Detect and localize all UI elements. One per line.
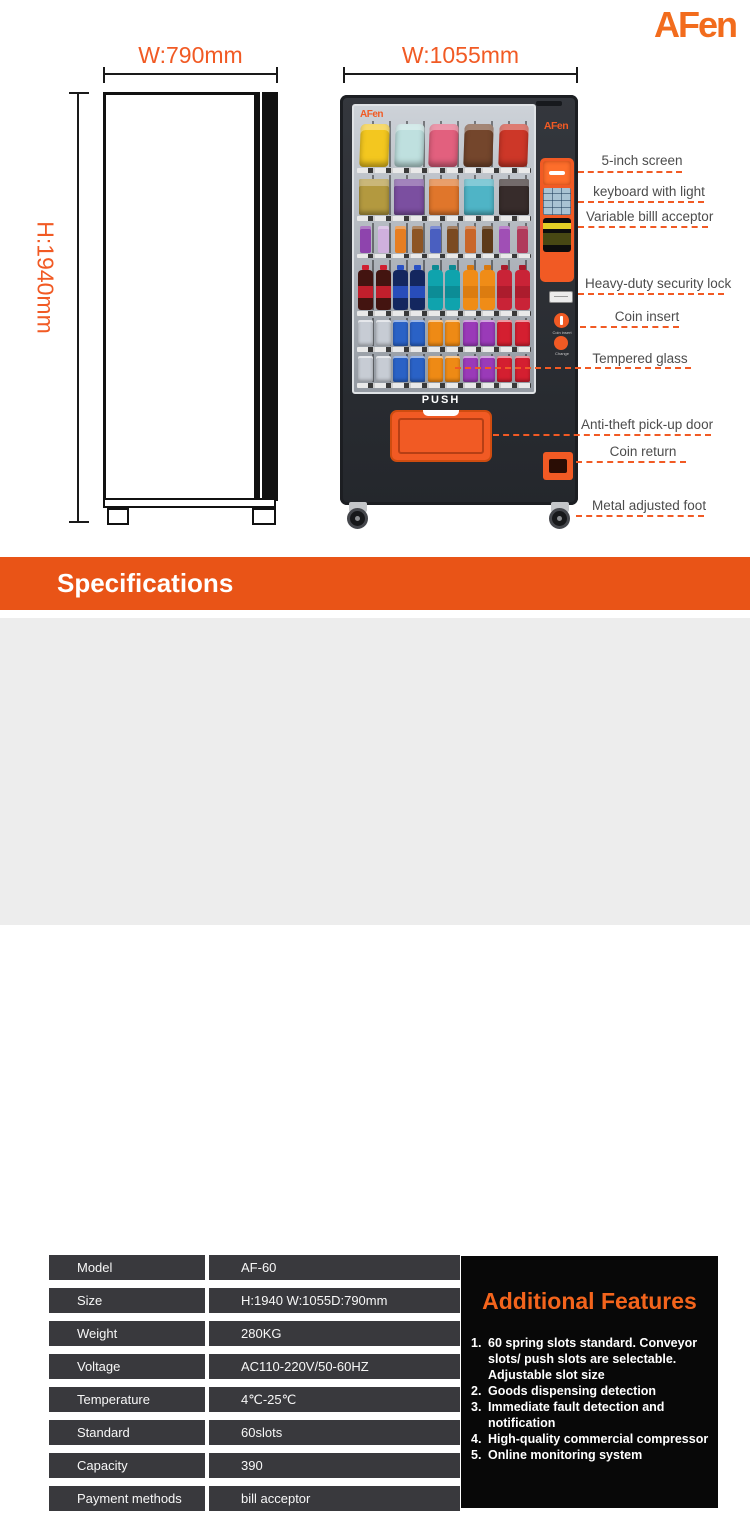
product-item — [394, 124, 425, 167]
side-width-label: W:790mm — [138, 42, 243, 68]
callout-pickup-door: Anti-theft pick-up door — [581, 417, 714, 432]
callout-line — [455, 367, 691, 369]
height-label: H:1940mm — [32, 221, 59, 334]
brand-logo: AFen — [654, 4, 736, 45]
product-item — [358, 270, 373, 310]
product-item — [358, 320, 373, 346]
front-width-dimension-line — [343, 73, 578, 75]
product-item — [517, 226, 528, 253]
coin-return — [543, 452, 573, 480]
product-item — [515, 270, 530, 310]
callout-line — [578, 226, 708, 228]
product-item — [410, 320, 425, 346]
shelf-price-strip — [357, 168, 531, 173]
panel-brand-logo: AFen — [543, 120, 569, 132]
product-item — [499, 179, 529, 215]
product-item — [464, 179, 494, 215]
spec-label: Size — [49, 1288, 205, 1313]
spec-value: AF-60 — [209, 1255, 460, 1280]
additional-features-title: Additional Features — [482, 1288, 697, 1314]
spec-label: Standard — [49, 1420, 205, 1445]
product-item — [428, 356, 443, 382]
callout-line — [580, 326, 679, 328]
shelf-price-strip — [357, 383, 531, 388]
product-item — [499, 226, 510, 253]
product-item — [445, 356, 460, 382]
product-item — [394, 179, 424, 215]
product-item — [428, 320, 443, 346]
front-width-label: W:1055mm — [401, 42, 520, 68]
product-item — [359, 179, 389, 215]
push-label: PUSH — [421, 394, 461, 406]
shelf-price-strip — [357, 311, 531, 316]
table-row — [49, 1420, 460, 1445]
product-item — [497, 320, 512, 346]
product-item — [515, 320, 530, 346]
callout-coin-return: Coin return — [609, 444, 677, 459]
shelf-price-strip — [357, 347, 531, 352]
spec-value: 280KG — [209, 1321, 460, 1346]
control-panel — [540, 158, 574, 282]
product-item — [445, 320, 460, 346]
bill-acceptor — [543, 218, 571, 252]
caster-wheel — [546, 502, 576, 532]
product-item — [480, 270, 495, 310]
product-item — [463, 270, 478, 310]
product-item — [395, 226, 406, 253]
keypad — [543, 188, 571, 215]
product-item — [378, 226, 389, 253]
table-row — [49, 1321, 460, 1346]
specifications-banner — [0, 557, 750, 610]
side-view-base — [103, 498, 276, 508]
callout-bill-acceptor: Variable billl acceptor — [586, 209, 714, 224]
spec-label: Capacity — [49, 1453, 205, 1478]
product-item — [447, 226, 458, 253]
side-view-foot — [252, 508, 276, 525]
additional-features-box — [461, 1256, 718, 1508]
product-item — [428, 270, 443, 310]
shelf-row — [357, 121, 531, 167]
feature-item: Goods dispensing detection — [488, 1384, 657, 1398]
product-item — [376, 356, 391, 382]
feature-item: Online monitoring system — [488, 1448, 643, 1462]
spec-value: AC110-220V/50-60HZ — [209, 1354, 460, 1379]
change-caption: Change — [554, 351, 569, 356]
product-item — [410, 356, 425, 382]
tempered-glass-window — [352, 104, 536, 394]
shelf-row — [357, 318, 531, 346]
product-item — [480, 356, 495, 382]
table-row — [49, 1255, 460, 1280]
specifications-panel — [0, 618, 750, 1506]
table-row — [49, 1486, 460, 1511]
feature-item: 60 spring slots standard. Conveyor slots/ push slots are selectable. Adjustable slot size — [488, 1336, 698, 1382]
product-item — [463, 320, 478, 346]
side-view-back-panel — [262, 92, 278, 501]
callout-line — [578, 293, 724, 295]
spec-table — [49, 1255, 460, 1519]
callout-adjusted-foot: Metal adjusted foot — [592, 498, 707, 513]
product-item — [393, 356, 408, 382]
product-item — [393, 320, 408, 346]
side-view-door-line — [254, 92, 257, 501]
callout-screen: 5-inch screen — [601, 153, 683, 168]
callout-line — [493, 434, 711, 436]
features-list — [471, 1335, 712, 1463]
spec-label: Temperature — [49, 1387, 205, 1412]
change-button — [554, 336, 568, 350]
callout-line — [576, 461, 686, 463]
pickup-door — [390, 410, 492, 462]
table-row — [49, 1288, 460, 1313]
shelf-price-strip — [357, 254, 531, 259]
product-item — [515, 356, 530, 382]
product-shelves — [354, 106, 534, 392]
spec-value: 390 — [209, 1453, 460, 1478]
product-item — [429, 124, 460, 167]
table-row — [49, 1387, 460, 1412]
screen — [543, 161, 571, 185]
spec-value: 4℃-25℃ — [209, 1387, 460, 1412]
spec-label: Payment methods — [49, 1486, 205, 1511]
product-item — [430, 226, 441, 253]
product-item — [410, 270, 425, 310]
spec-value: H:1940 W:1055D:790mm — [209, 1288, 460, 1313]
callout-coin-insert: Coin insert — [614, 309, 680, 324]
product-item — [463, 356, 478, 382]
spec-value: bill acceptor — [209, 1486, 460, 1511]
product-item — [497, 356, 512, 382]
table-row — [49, 1354, 460, 1379]
product-item — [465, 226, 476, 253]
security-lock — [549, 291, 573, 303]
shelf-row — [357, 260, 531, 310]
product-item — [358, 356, 373, 382]
callout-tempered-glass: Tempered glass — [592, 351, 688, 366]
callout-line — [576, 515, 704, 517]
product-item — [482, 226, 493, 253]
callout-line — [578, 171, 682, 173]
spec-label: Weight — [49, 1321, 205, 1346]
product-item — [393, 270, 408, 310]
height-dimension-line — [77, 92, 79, 523]
callout-line — [578, 201, 704, 203]
product-item — [359, 124, 390, 167]
coin-insert-caption: Coin insert — [552, 330, 572, 335]
side-width-dimension-line — [103, 73, 278, 75]
specifications-title: Specifications — [57, 568, 234, 598]
table-row — [49, 1453, 460, 1478]
product-item — [412, 226, 423, 253]
product-item — [480, 320, 495, 346]
spec-value: 60slots — [209, 1420, 460, 1445]
product-item — [429, 179, 459, 215]
spec-label: Model — [49, 1255, 205, 1280]
caster-wheel — [344, 502, 374, 532]
product-item — [497, 270, 512, 310]
feature-item: High-quality commercial compressor — [488, 1432, 709, 1446]
product-item — [376, 320, 391, 346]
callout-security-lock: Heavy-duty security lock — [585, 276, 732, 291]
product-item — [360, 226, 371, 253]
product-item — [445, 270, 460, 310]
window-brand-logo: AFen — [360, 109, 383, 120]
vending-machine-front — [340, 95, 578, 505]
shelf-row — [357, 223, 531, 253]
callout-keyboard: keyboard with light — [593, 184, 705, 199]
top-vent — [536, 101, 562, 106]
shelf-row — [357, 175, 531, 215]
shelf-price-strip — [357, 216, 531, 221]
side-view-foot — [107, 508, 129, 525]
side-view-cabinet — [103, 92, 260, 504]
spec-label: Voltage — [49, 1354, 205, 1379]
coin-insert-slot — [554, 313, 569, 328]
product-item — [498, 124, 529, 167]
product-item — [464, 124, 495, 167]
feature-item: Immediate fault detection and notification — [488, 1400, 665, 1430]
product-item — [376, 270, 391, 310]
